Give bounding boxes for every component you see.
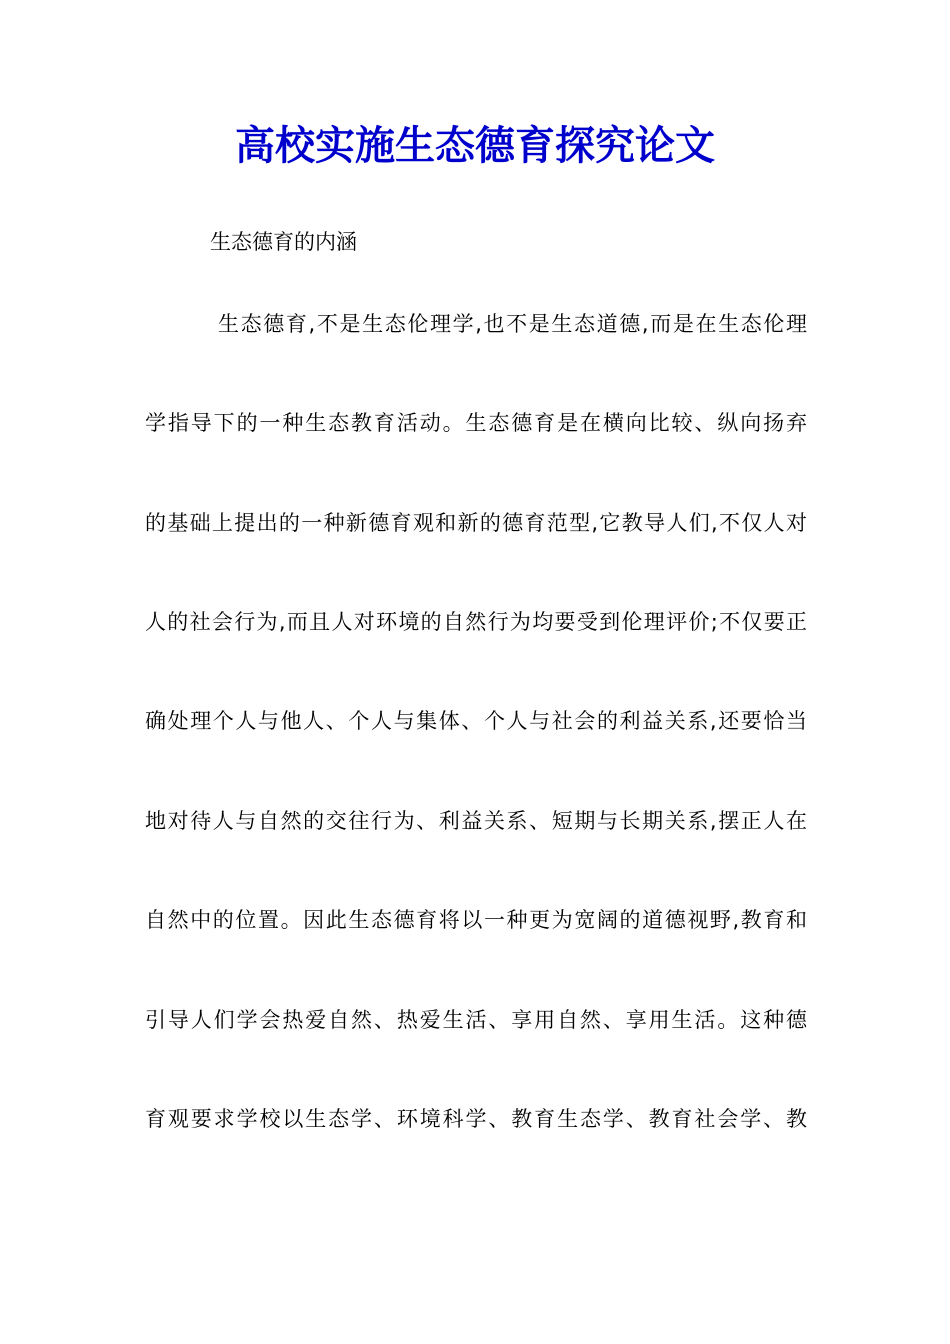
body-line-1: 生态德育,不是生态伦理学,也不是生态道德,而是在生态伦理: [218, 312, 807, 336]
body-line-4: 人的社会行为,而且人对环境的自然行为均要受到伦理评价;不仅要正: [145, 610, 807, 634]
body-line-6: 地对待人与自然的交往行为、利益关系、短期与长期关系,摆正人在: [145, 809, 807, 833]
body-line-2: 学指导下的一种生态教育活动。生态德育是在横向比较、纵向扬弃: [145, 411, 807, 435]
body-line-7: 自然中的位置。因此生态德育将以一种更为宽阔的道德视野,教育和: [145, 908, 807, 932]
body-line-3: 的基础上提出的一种新德育观和新的德育范型,它教导人们,不仅人对: [145, 511, 807, 535]
section-heading: 生态德育的内涵: [210, 230, 357, 254]
body-line-5: 确处理个人与他人、个人与集体、个人与社会的利益关系,还要恰当: [145, 709, 807, 733]
body-line-9: 育观要求学校以生态学、环境科学、教育生态学、教育社会学、教: [145, 1107, 807, 1131]
document-title: 高校实施生态德育探究论文: [235, 122, 715, 169]
body-line-8: 引导人们学会热爱自然、热爱生活、享用自然、享用生活。这种德: [145, 1008, 807, 1032]
